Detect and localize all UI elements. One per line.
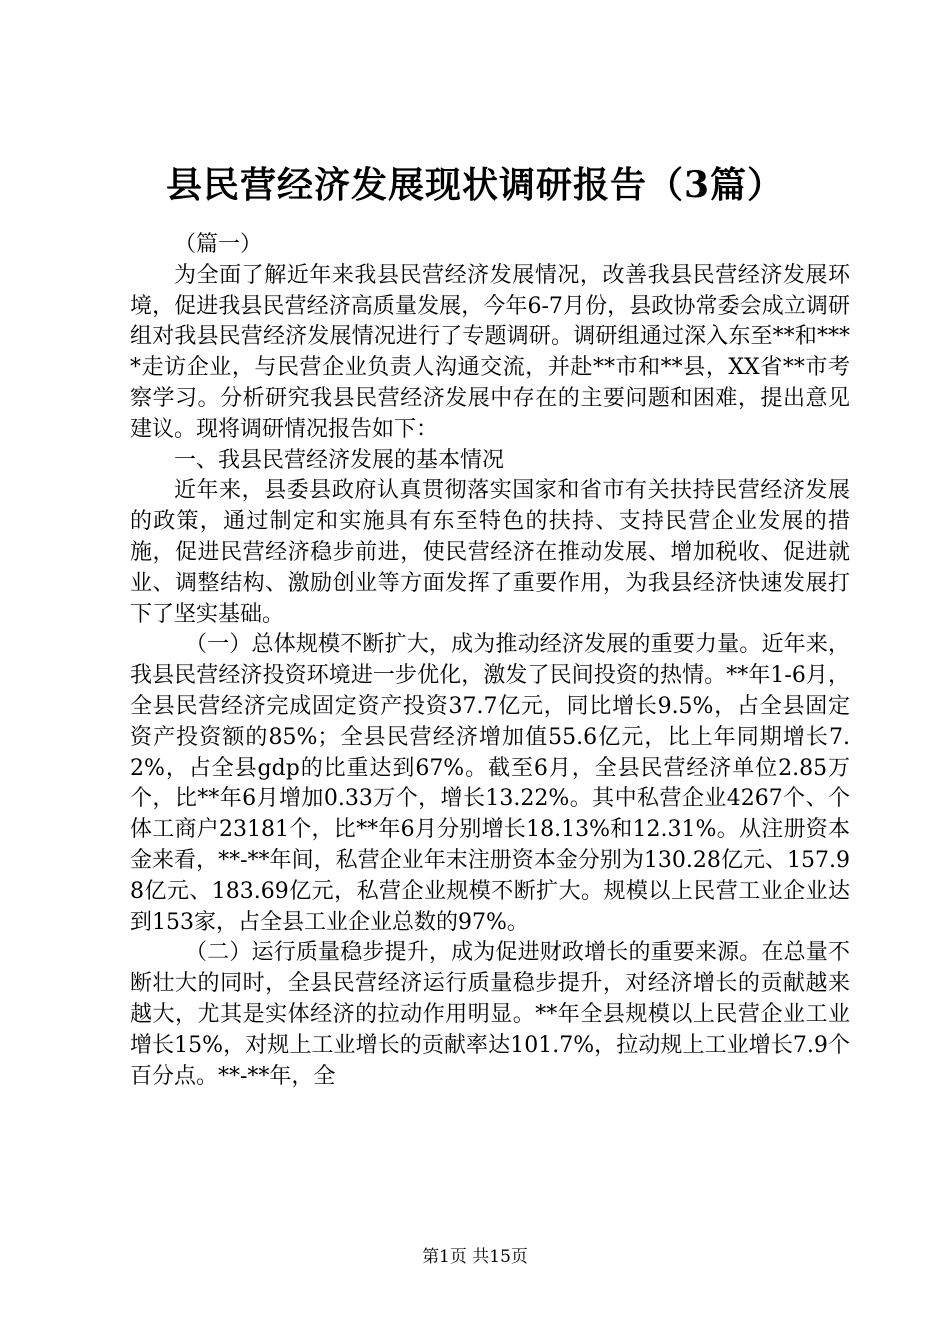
section-heading: 一、我县民营经济发展的基本情况 [174, 447, 505, 473]
document-body [130, 230, 850, 1092]
intro-paragraph: 为全面了解近年来我县民营经济发展情况，改善我县民营经济发展环境，促进我县民营经济高质量发展，今年6-7月份，县政协常委会成立调研组对我县民营经济发展情况进行了专题调研。调研组通过深入东至**和****走访企业，与民营企业负责人沟通交流，并赴**市和**县，XX省**市考察学习。分析研究我县民营经济发展中存在的主要问题和困难，提出意见建议。现将调研情况报告如下： [130, 262, 850, 442]
part-label: （篇一） [174, 232, 263, 257]
subsection-paragraph: （二）运行质量稳步提升，成为促进财政增长的重要来源。在总量不断壮大的同时，全县民营经济运行质量稳步提升，对经济增长的贡献越来越大，尤其是实体经济的拉动作用明显。**年全县规模以上民营企业工业增长15%，对规上工业增长的贡献率达101.7%，拉动规上工业增长7.9个百分点。**-**年，全 [130, 940, 850, 1089]
subsection-paragraph: （一）总体规模不断扩大，成为推动经济发展的重要力量。近年来，我县民营经济投资环境进一步优化，激发了民间投资的热情。**年1-6月，全县民营经济完成固定资产投资37.7亿元，同比增长9.5%，占全县固定资产投资额的85%；全县民营经济增加值55.6亿元，比上年同期增长7.2%，占全县gdp的比重达到67%。截至6月，全县民营经济单位2.85万个，比**年6月增加0.33万个，增长13.22%。其中私营企业4267个、个体工商户23181个，比**年6月分别增长18.13%和12.31%。从注册资本金来看，**-**年间，私营企业年末注册资本金分别为130.28亿元、157.98亿元、183.69亿元，私营企业规模不断扩大。规模以上民营工业企业达到153家，占全县工业企业总数的97%。 [130, 632, 850, 935]
page-number: 第1页 共15页 [422, 1247, 528, 1267]
body-paragraph: 近年来，县委县政府认真贯彻落实国家和省市有关扶持民营经济发展的政策，通过制定和实施具有东至特色的扶持、支持民营企业发展的措施，促进民营经济稳步前进，使民营经济在推动发展、增加税收、促进就业、调整结构、激励创业等方面发挥了重要作用，为我县经济快速发展打下了坚实基础。 [130, 478, 850, 627]
document-title: 县民营经济发展现状调研报告（3篇） [165, 164, 785, 206]
